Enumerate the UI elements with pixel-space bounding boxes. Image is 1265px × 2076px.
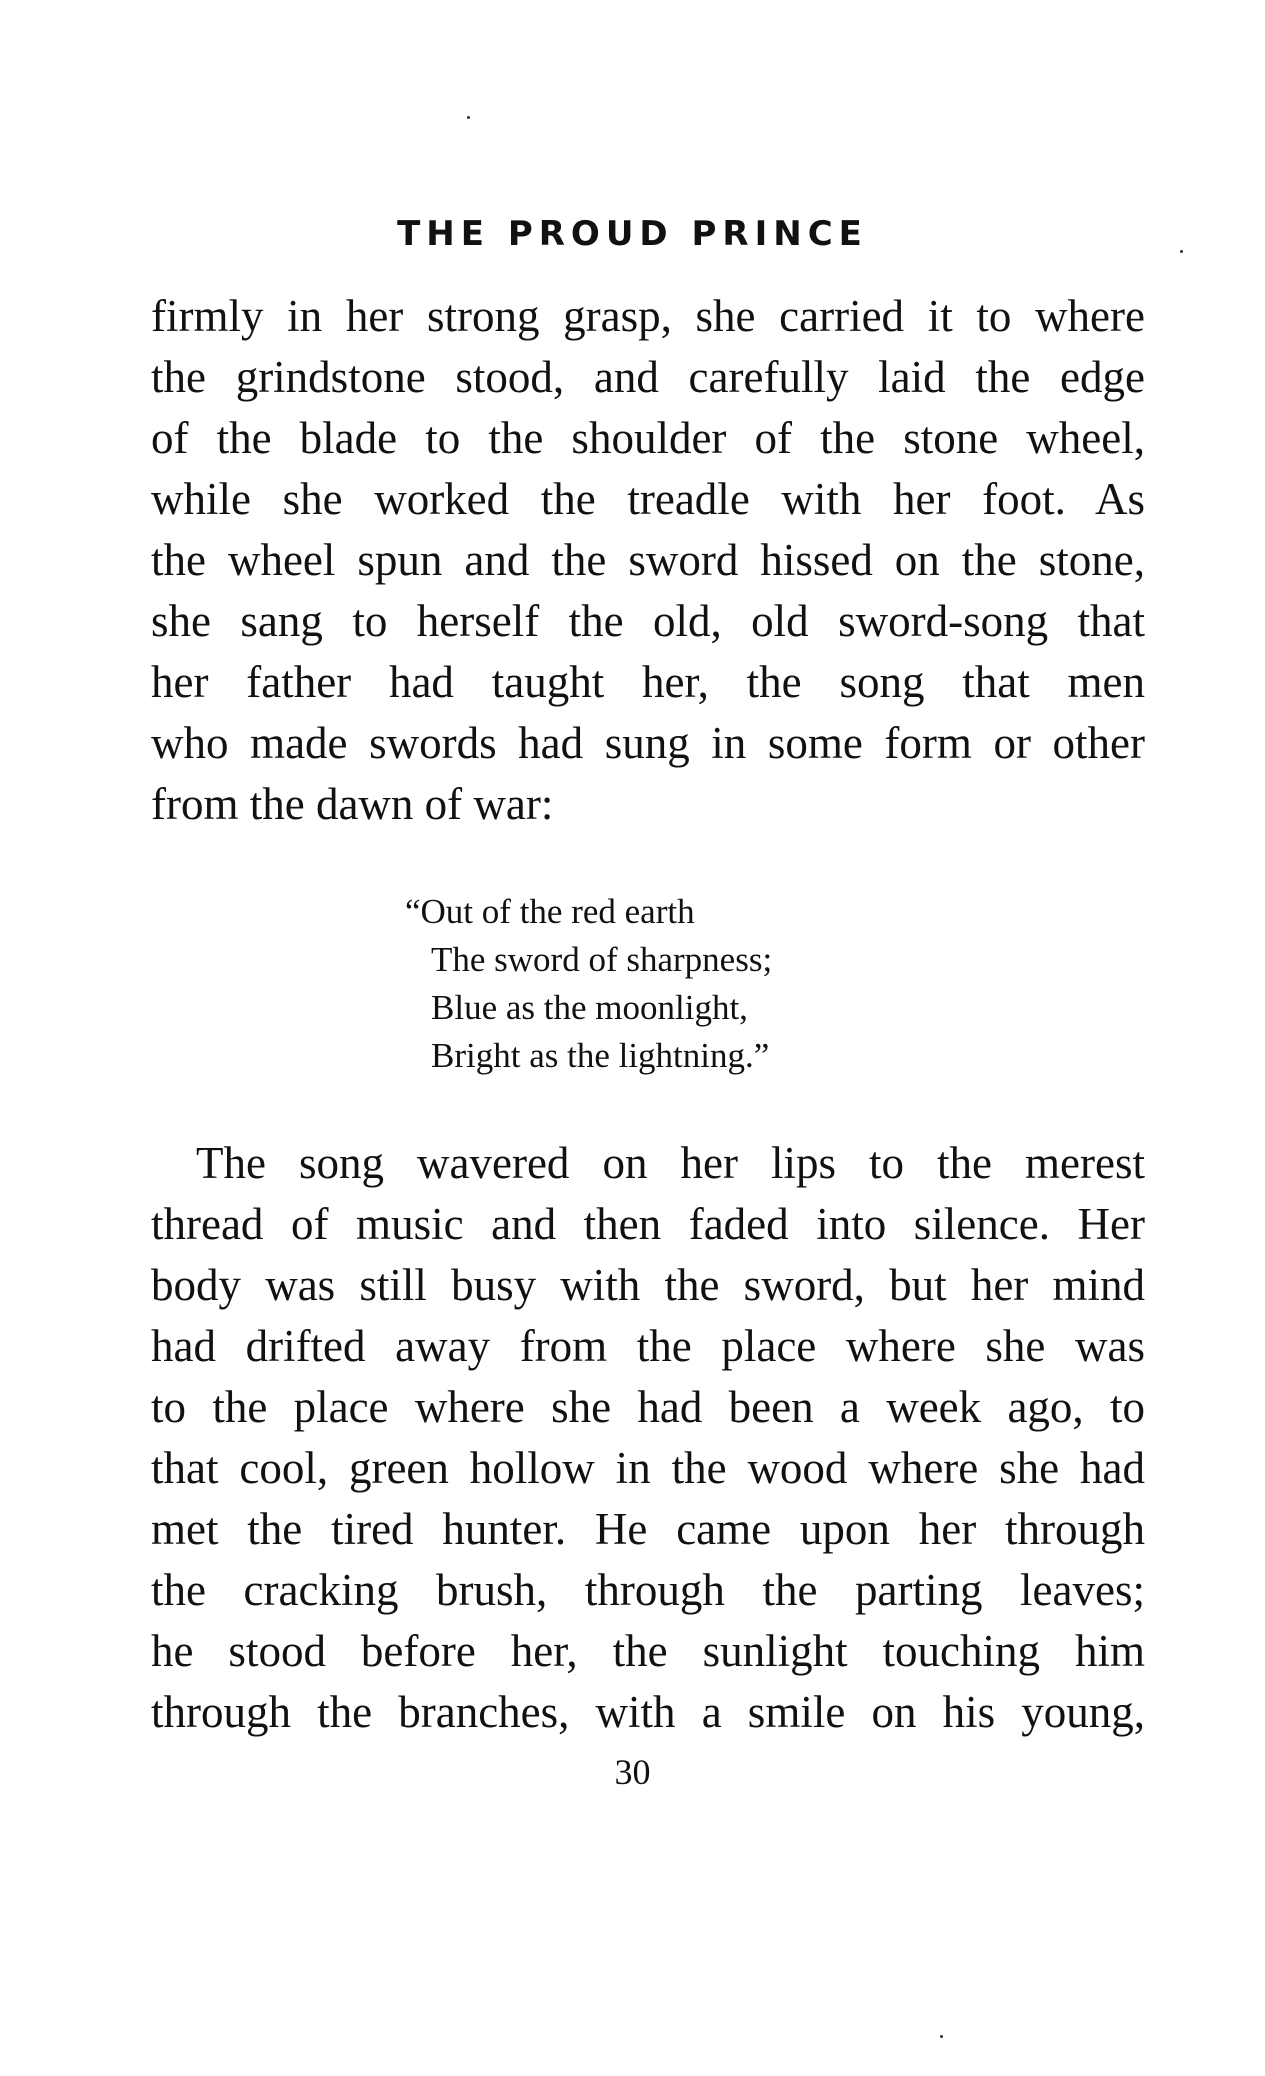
text-line: she sang to herself the old, old sword-song that xyxy=(151,596,1145,646)
verse-block xyxy=(405,888,772,1080)
running-head: THE PROUD PRINCE xyxy=(397,214,868,254)
text-line: of the blade to the shoulder of the stone wheel, xyxy=(151,413,1145,463)
text-line: the grindstone stood, and carefully laid the edge xyxy=(151,352,1145,402)
text-line: her father had taught her, the song that men xyxy=(151,657,1145,707)
text-line: that cool, green hollow in the wood where she had xyxy=(151,1443,1145,1493)
text-line: he stood before her, the sunlight touching him xyxy=(151,1626,1145,1676)
print-speck xyxy=(940,2035,943,2038)
text-line: the cracking brush, through the parting leaves; xyxy=(151,1565,1145,1615)
text-line: met the tired hunter. He came upon her through xyxy=(151,1504,1145,1554)
text-line: body was still busy with the sword, but her mind xyxy=(151,1260,1145,1310)
print-speck xyxy=(467,116,470,119)
text-line: had drifted away from the place where she was xyxy=(151,1321,1145,1371)
text-line: through the branches, with a smile on his young, xyxy=(151,1687,1145,1737)
text-line: the wheel spun and the sword hissed on the stone, xyxy=(151,535,1145,585)
text-line: firmly in her strong grasp, she carried it to where xyxy=(151,291,1145,341)
text-line: thread of music and then faded into silence. Her xyxy=(151,1199,1145,1249)
paragraph-1 xyxy=(151,286,1145,835)
verse-line: Bright as the lightning.” xyxy=(431,1036,770,1075)
verse-line: The sword of sharpness; xyxy=(431,940,773,979)
text-line: The song wavered on her lips to the merest xyxy=(196,1138,1145,1188)
verse-line: “Out of the red earth xyxy=(405,892,695,931)
page-number: 30 xyxy=(614,1752,651,1792)
text-line: from the dawn of war: xyxy=(151,779,554,829)
text-line: who made swords had sung in some form or other xyxy=(151,718,1145,768)
text-line: while she worked the treadle with her foot. As xyxy=(151,474,1145,524)
verse-line: Blue as the moonlight, xyxy=(431,988,748,1027)
paragraph-2 xyxy=(151,1133,1145,1743)
text-line: to the place where she had been a week ago, to xyxy=(151,1382,1145,1432)
